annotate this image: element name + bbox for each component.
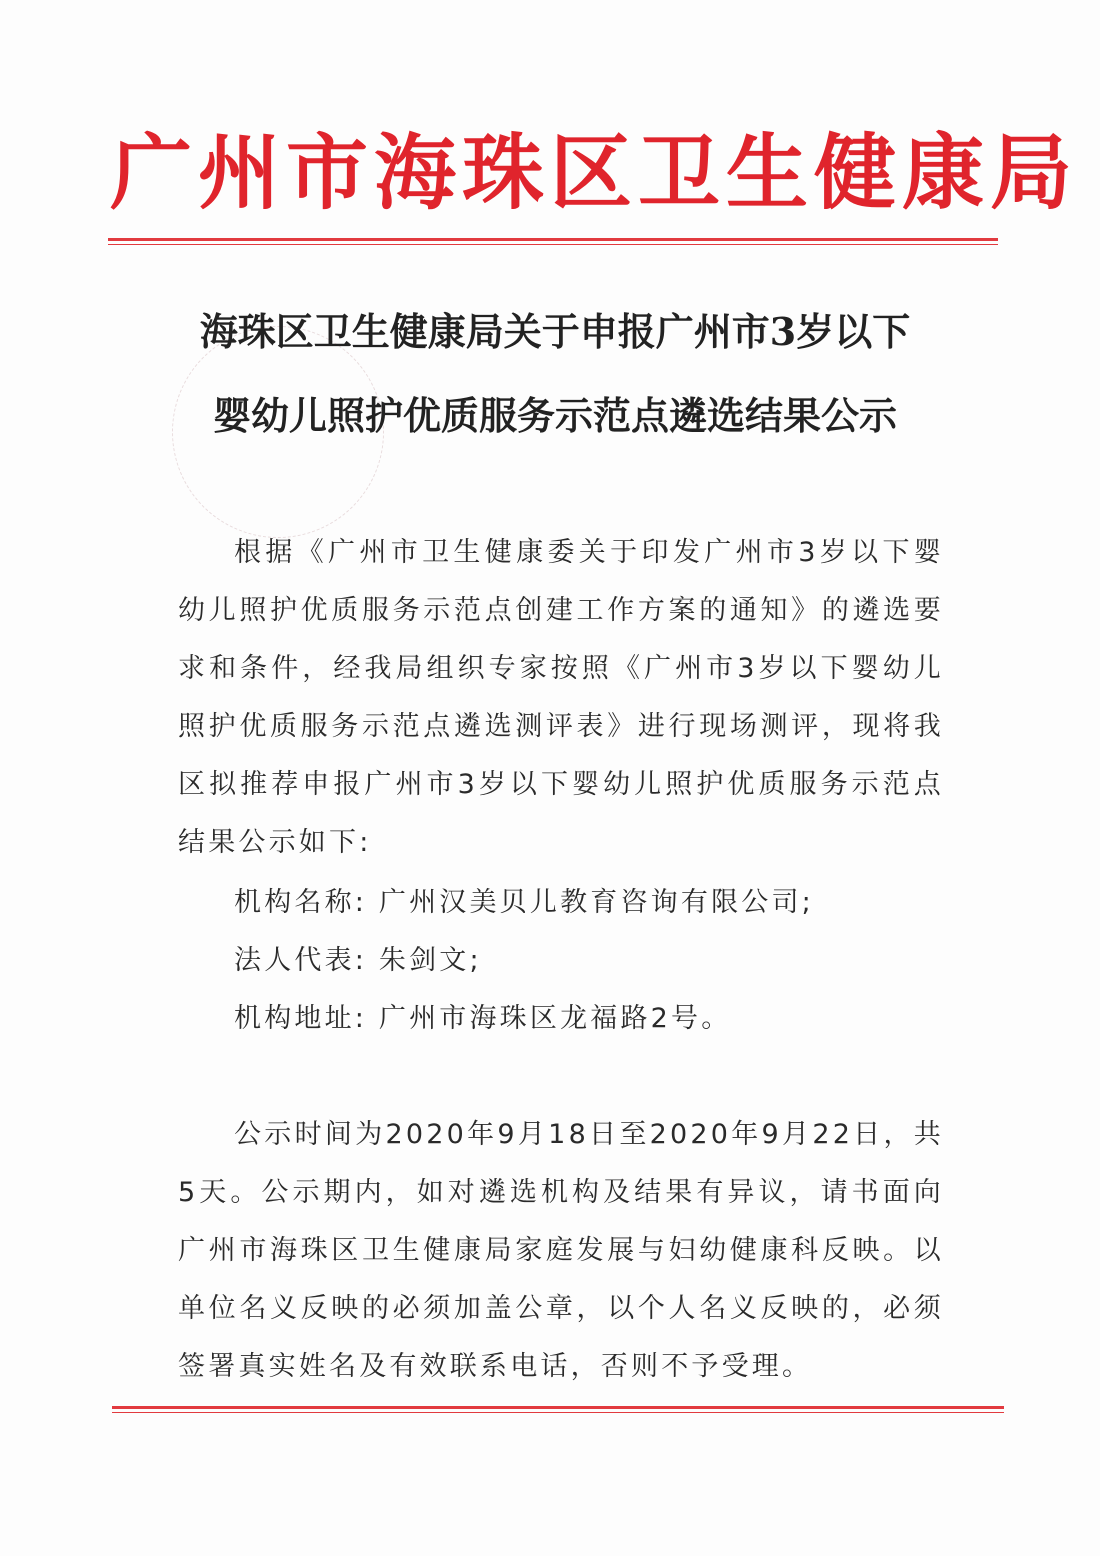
rule-thin-line [108, 244, 998, 245]
legal-representative: 法人代表: 朱剑文; [234, 945, 482, 976]
notice-paragraph-basis: 根据《广州市卫生健康委关于印发广州市3岁以下婴幼儿照护优质服务示范点创建工作方案的通知》的遴选要求和条件，经我局组织专家按照《广州市3岁以下婴幼儿照护优质服务示范点遴选测评表》进行现场测评，现将我区拟推荐申报广州市3岁以下婴幼儿照护优质服务示范点结果公示如下: [178, 537, 944, 858]
rule-thick-line [112, 1406, 1004, 1409]
rule-thick-line [108, 238, 998, 241]
institution-address: 机构地址: 广州市海珠区龙福路2号。 [234, 1003, 732, 1034]
rule-thin-line [112, 1412, 1004, 1413]
letterhead-title: 广州市海珠区卫生健康局 [110, 125, 1079, 221]
footer-red-rule [112, 1406, 1004, 1414]
institution-name: 机构名称: 广州汉美贝儿教育咨询有限公司; [234, 887, 814, 918]
notice-title-line-1: 海珠区卫生健康局关于申报广州市3岁以下 [199, 309, 911, 354]
letterhead-red-rule [108, 238, 998, 246]
notice-paragraph-publicity-period: 公示时间为2020年9月18日至2020年9月22日，共5天。公示期内，如对遴选机构及结果有异议，请书面向广州市海珠区卫生健康局家庭发展与妇幼健康科反映。以单位名义反映的必须加盖公章，以个人名义反映的，必须签署真实姓名及有效联系电话，否则不予受理。 [178, 1119, 944, 1382]
notice-title-line-2: 婴幼儿照护优质服务示范点遴选结果公示 [212, 393, 897, 438]
